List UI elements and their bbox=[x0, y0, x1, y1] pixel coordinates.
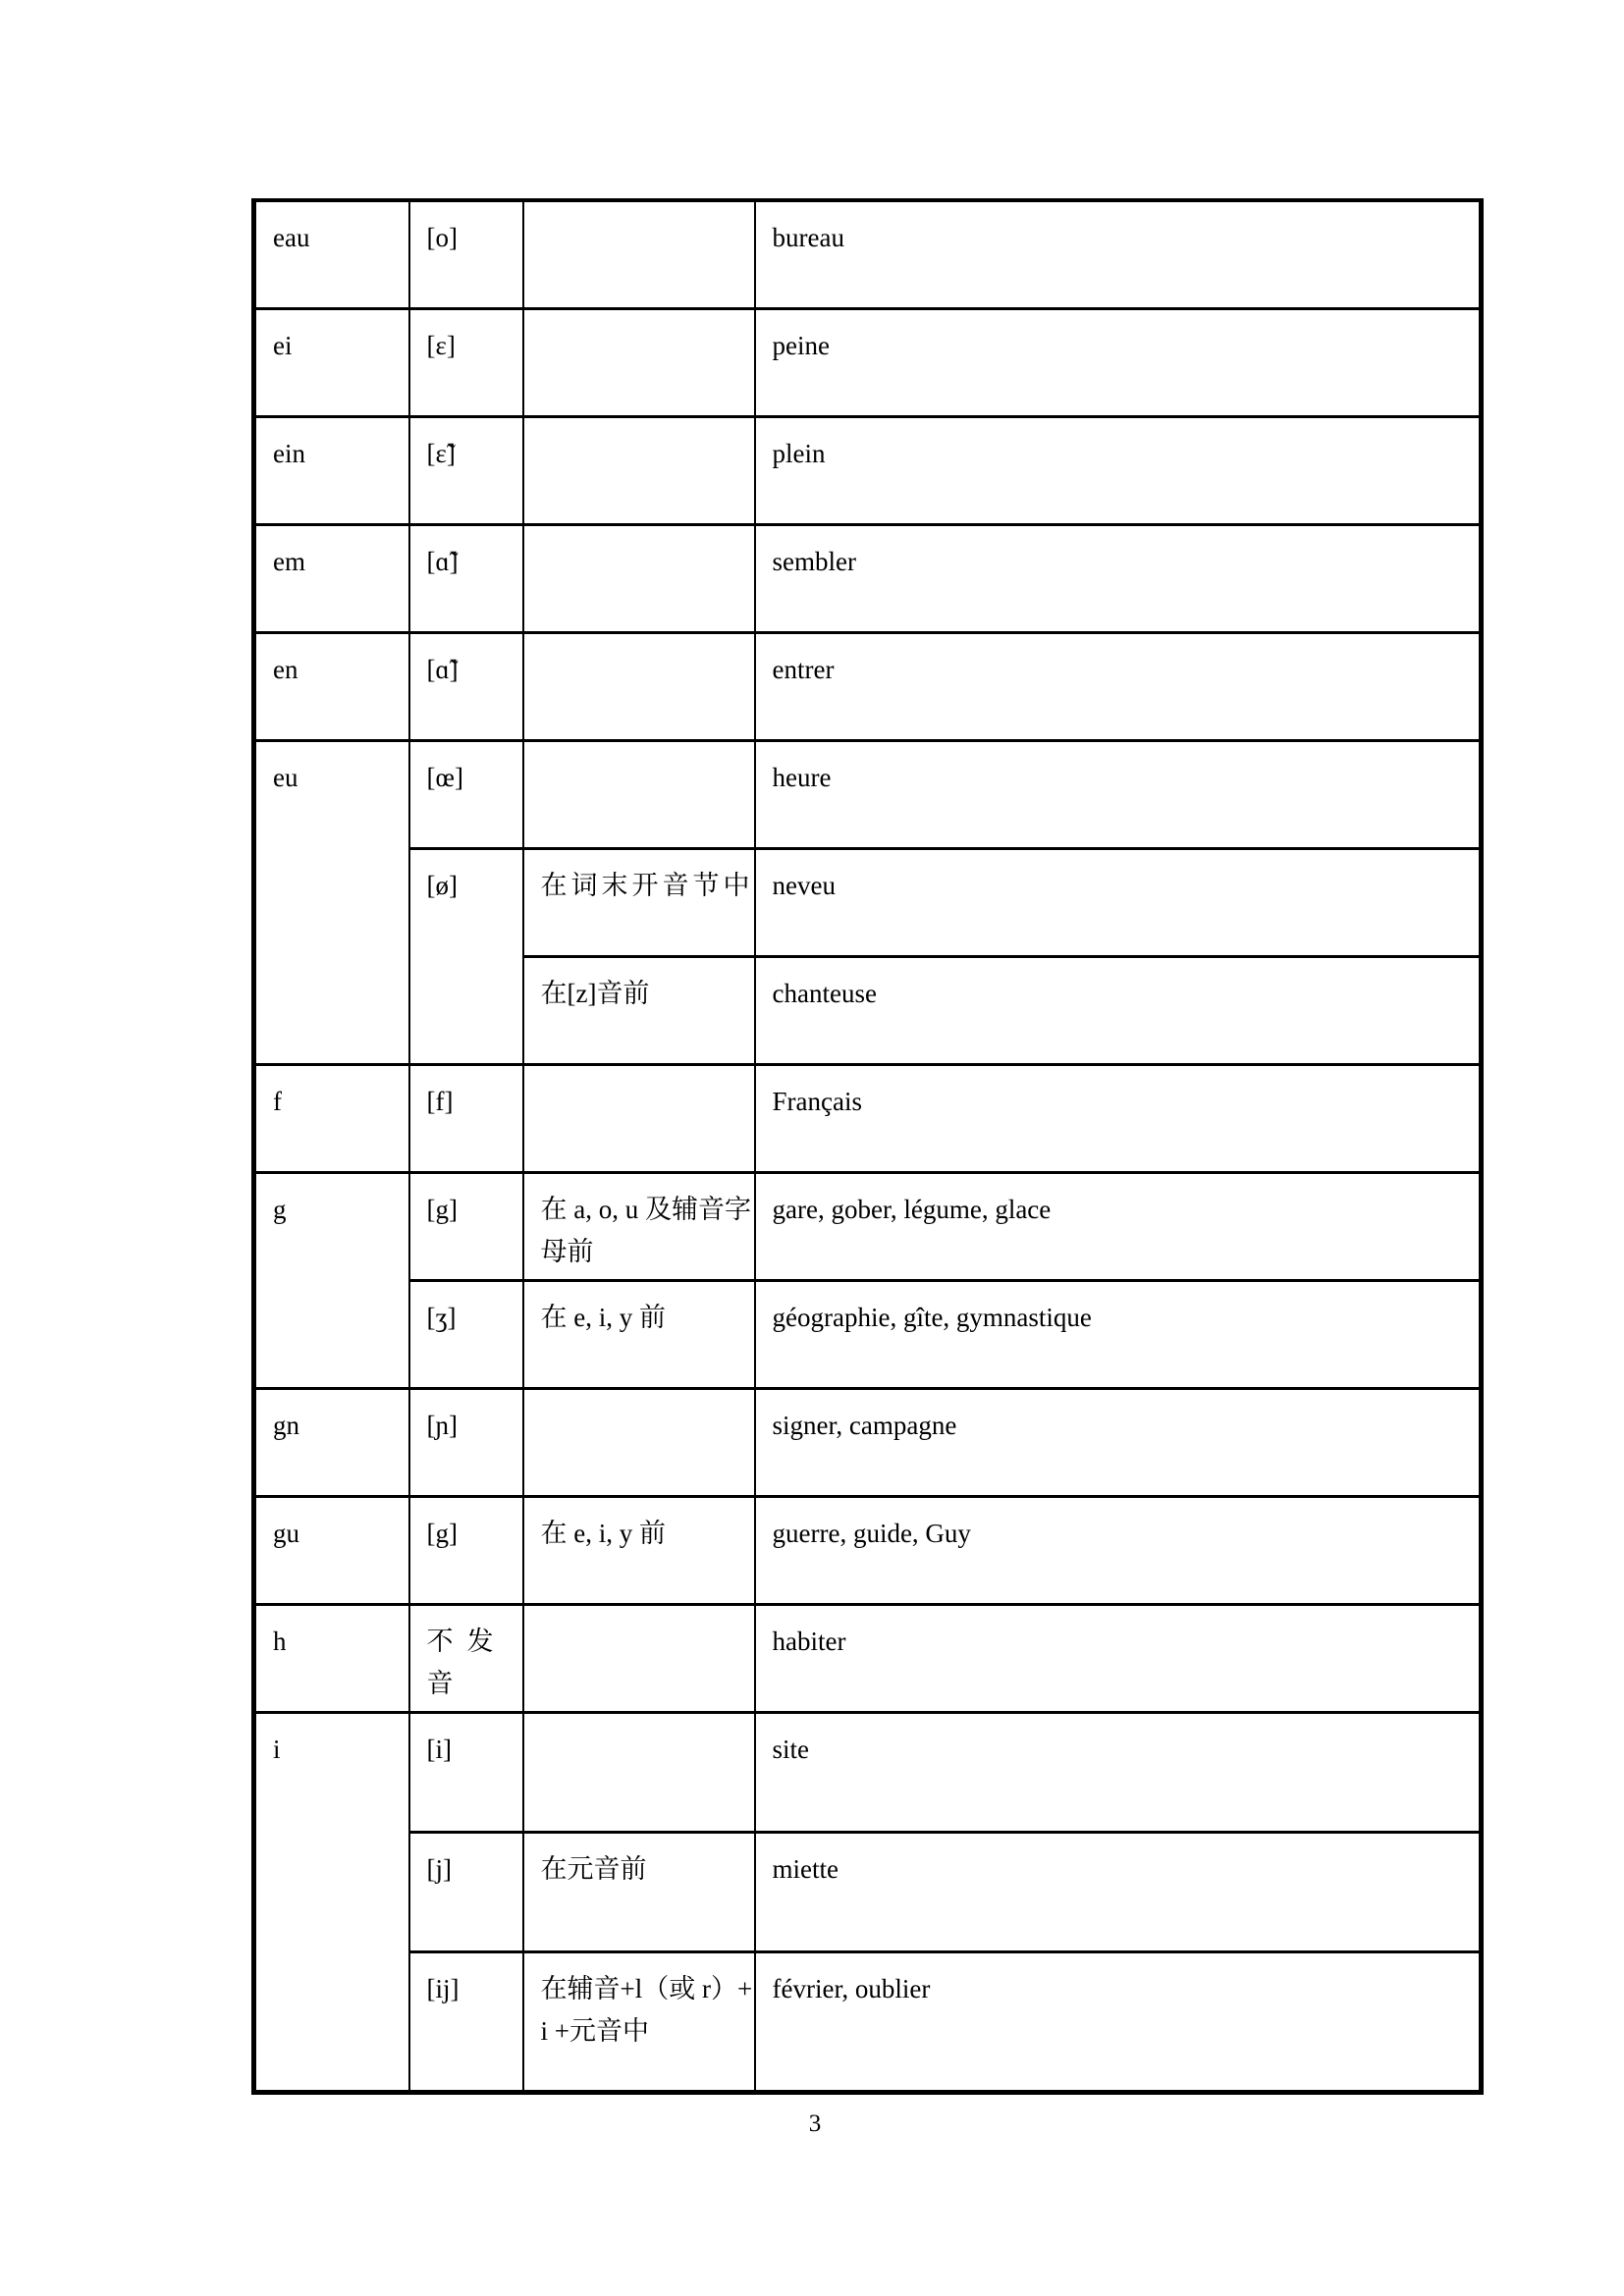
table-row bbox=[254, 1951, 1482, 2092]
phoneme-cell: [j] bbox=[409, 1832, 523, 1951]
table-row bbox=[254, 1064, 1482, 1172]
condition-cell: 在 e, i, y 前 bbox=[523, 1280, 755, 1388]
condition-cell: 在 e, i, y 前 bbox=[523, 1496, 755, 1604]
condition-cell: 在 a, o, u 及辅音字母前 bbox=[523, 1172, 755, 1280]
table-row bbox=[254, 1388, 1482, 1496]
condition-cell bbox=[523, 740, 755, 848]
condition-cell bbox=[523, 1712, 755, 1832]
letter-cell: h bbox=[254, 1604, 409, 1712]
phoneme-cell: [g] bbox=[409, 1172, 523, 1280]
example-cell: peine bbox=[755, 308, 1482, 416]
table-row bbox=[254, 416, 1482, 524]
table-row bbox=[254, 1172, 1482, 1280]
example-cell: géographie, gîte, gymnastique bbox=[755, 1280, 1482, 1388]
example-cell: heure bbox=[755, 740, 1482, 848]
condition-cell: 在词末开音节中 bbox=[523, 848, 755, 956]
phoneme-cell: [ɲ] bbox=[409, 1388, 523, 1496]
letter-cell: ein bbox=[254, 416, 409, 524]
phoneme-cell: [ʒ] bbox=[409, 1280, 523, 1388]
letter-cell: i bbox=[254, 1712, 409, 2092]
example-cell: entrer bbox=[755, 632, 1482, 740]
example-cell: chanteuse bbox=[755, 956, 1482, 1064]
letter-cell: gu bbox=[254, 1496, 409, 1604]
condition-cell bbox=[523, 632, 755, 740]
condition-cell: 在辅音+l（或 r）+ i +元音中 bbox=[523, 1951, 755, 2092]
letter-cell: ei bbox=[254, 308, 409, 416]
letter-cell: eu bbox=[254, 740, 409, 1064]
condition-cell bbox=[523, 308, 755, 416]
condition-cell: 在[z]音前 bbox=[523, 956, 755, 1064]
phoneme-cell: [ɛ̃] bbox=[409, 416, 523, 524]
example-cell: habiter bbox=[755, 1604, 1482, 1712]
example-cell: gare, gober, légume, glace bbox=[755, 1172, 1482, 1280]
table-row bbox=[254, 308, 1482, 416]
condition-cell bbox=[523, 416, 755, 524]
condition-cell bbox=[523, 524, 755, 632]
example-cell: signer, campagne bbox=[755, 1388, 1482, 1496]
condition-cell: 在元音前 bbox=[523, 1832, 755, 1951]
condition-cell bbox=[523, 1604, 755, 1712]
condition-cell bbox=[523, 1388, 755, 1496]
phoneme-cell: [i] bbox=[409, 1712, 523, 1832]
phoneme-cell: [œ] bbox=[409, 740, 523, 848]
phoneme-cell: [ɑ̃] bbox=[409, 524, 523, 632]
phoneme-cell: [ɛ] bbox=[409, 308, 523, 416]
example-cell: site bbox=[755, 1712, 1482, 1832]
phoneme-cell: [ij] bbox=[409, 1951, 523, 2092]
letter-cell: gn bbox=[254, 1388, 409, 1496]
letter-cell: g bbox=[254, 1172, 409, 1388]
phoneme-cell: [ø] bbox=[409, 848, 523, 1064]
letter-cell: em bbox=[254, 524, 409, 632]
phoneme-cell: [g] bbox=[409, 1496, 523, 1604]
letter-cell: eau bbox=[254, 200, 409, 308]
phoneme-cell: [f] bbox=[409, 1064, 523, 1172]
table-row bbox=[254, 1832, 1482, 1951]
table-row bbox=[254, 740, 1482, 848]
letter-cell: f bbox=[254, 1064, 409, 1172]
example-cell: bureau bbox=[755, 200, 1482, 308]
example-cell: sembler bbox=[755, 524, 1482, 632]
table-row bbox=[254, 848, 1482, 956]
table-row bbox=[254, 1496, 1482, 1604]
example-cell: miette bbox=[755, 1832, 1482, 1951]
table-row bbox=[254, 1712, 1482, 1832]
page-number: 3 bbox=[808, 2110, 822, 2137]
phoneme-cell: [o] bbox=[409, 200, 523, 308]
table-row bbox=[254, 632, 1482, 740]
table-row bbox=[254, 1280, 1482, 1388]
example-cell: neveu bbox=[755, 848, 1482, 956]
table-row bbox=[254, 200, 1482, 308]
phoneme-cell: 不发音 bbox=[409, 1604, 523, 1712]
pronunciation-table bbox=[251, 198, 1484, 2095]
example-cell: Français bbox=[755, 1064, 1482, 1172]
letter-cell: en bbox=[254, 632, 409, 740]
table-row bbox=[254, 1604, 1482, 1712]
example-cell: plein bbox=[755, 416, 1482, 524]
condition-cell bbox=[523, 1064, 755, 1172]
example-cell: guerre, guide, Guy bbox=[755, 1496, 1482, 1604]
condition-cell bbox=[523, 200, 755, 308]
example-cell: février, oublier bbox=[755, 1951, 1482, 2092]
table-row bbox=[254, 524, 1482, 632]
phoneme-cell: [ɑ̃] bbox=[409, 632, 523, 740]
